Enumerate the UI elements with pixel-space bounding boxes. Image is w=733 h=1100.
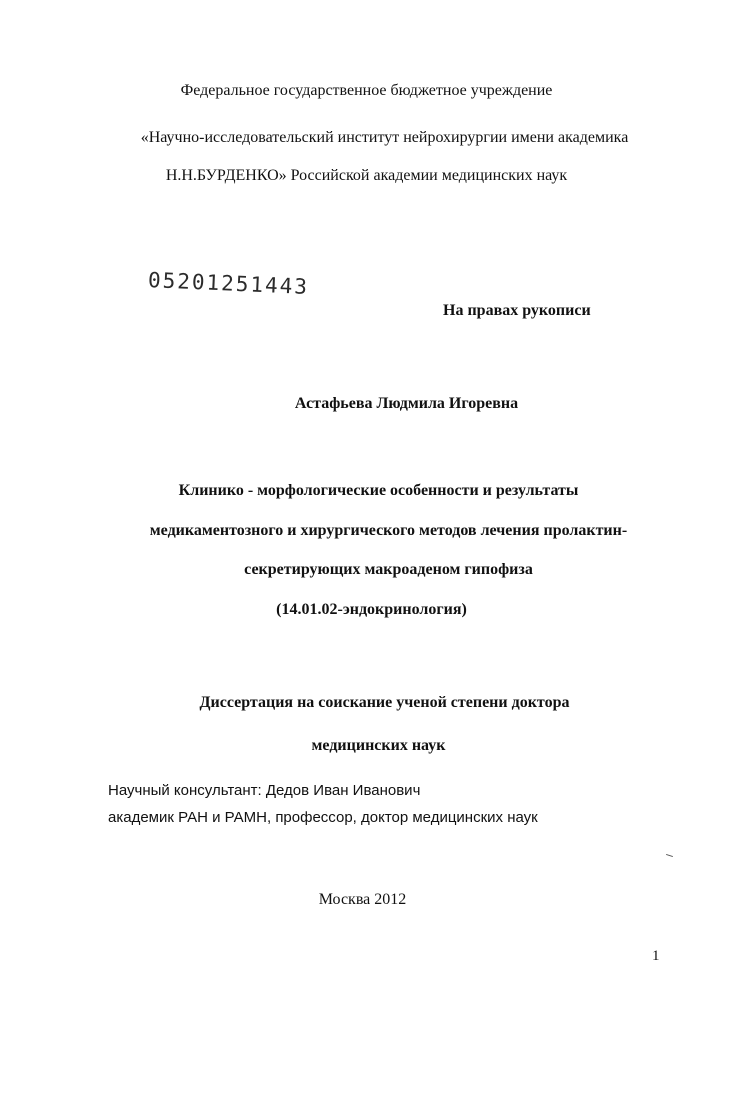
author-name: Астафьева Людмила Игоревна xyxy=(294,395,519,412)
rights-note: На правах рукописи xyxy=(443,302,591,319)
dissertation-line-1: Диссертация на соискание ученой степени доктора xyxy=(199,694,570,711)
title-line-2: медикаментозного и хирургического методов лечения пролактин- xyxy=(149,522,628,539)
title-line-1: Клинико - морфологические особенности и результаты xyxy=(178,482,579,499)
page-number: 1 xyxy=(652,948,660,964)
institution-line-3: Н.Н.БУРДЕНКО» Российской академии медицинских наук xyxy=(165,167,568,184)
dissertation-line-2: медицинских наук xyxy=(311,737,446,754)
institution-line-2: «Научно-исследовательский институт нейрохирургии имени академика xyxy=(140,129,629,146)
registration-stamp: 05201251443 xyxy=(147,268,310,300)
place-year: Москва 2012 xyxy=(318,891,407,908)
institution-line-1: Федеральное государственное бюджетное учреждение xyxy=(180,82,553,99)
consultant-credentials: академик РАН и РАМН, профессор, доктор медицинских наук xyxy=(108,809,538,826)
consultant-line: Научный консультант: Дедов Иван Иванович xyxy=(108,782,421,799)
title-line-3: секретирующих макроаденом гипофиза xyxy=(244,561,533,578)
speck-mark xyxy=(666,854,673,857)
specialty-code: (14.01.02-эндокринология) xyxy=(276,601,467,618)
